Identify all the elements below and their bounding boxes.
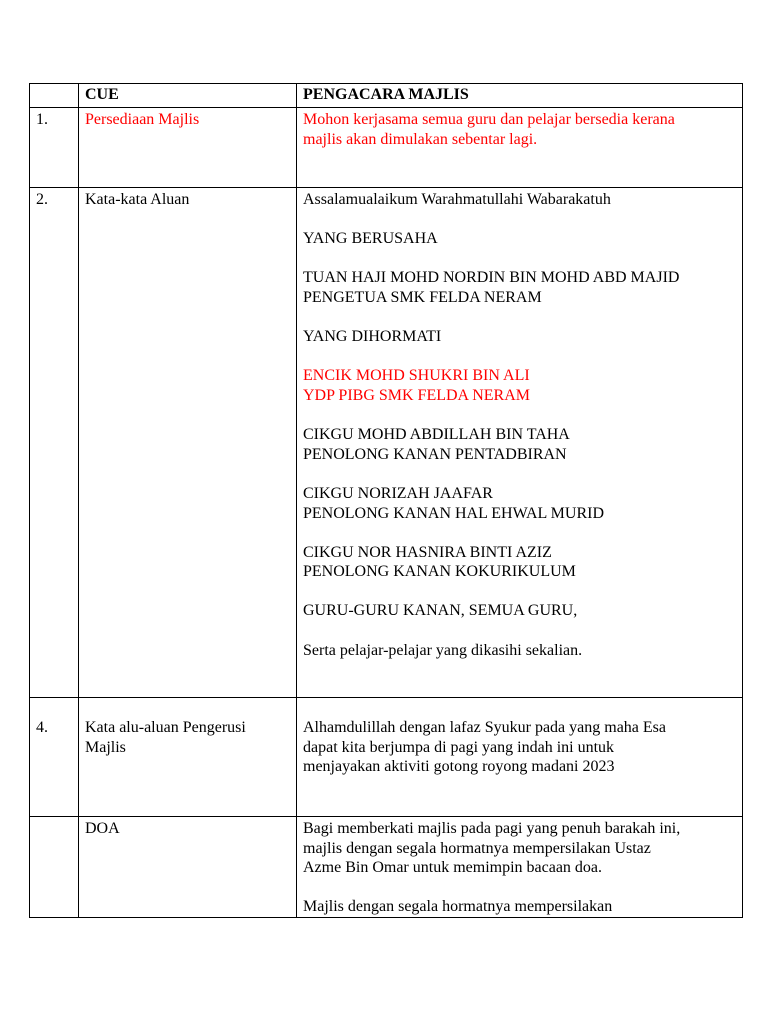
- table-header-row: [30, 84, 743, 108]
- guest-paragraph: [303, 484, 736, 523]
- mc-line: PENOLONG KANAN HAL EHWAL MURID: [303, 504, 605, 522]
- cue-cell: Kata alu-aluan Pengerusi Majlis: [79, 698, 297, 817]
- doa-paragraph: [303, 819, 736, 878]
- mc-line: dapat kita berjumpa di pagi yang indah ini untuk: [303, 738, 615, 756]
- table-row: [30, 108, 743, 188]
- mc-text-cell: [297, 817, 743, 918]
- teachers-paragraph: [303, 601, 736, 621]
- row-number: 1.: [30, 108, 79, 188]
- mc-text-cell: [297, 698, 743, 817]
- mc-text-cell: [297, 108, 743, 188]
- mc-line: PENGETUA SMK FELDA NERAM: [303, 288, 542, 306]
- mc-line: Bagi memberkati majlis pada pagi yang penuh barakah ini,: [303, 820, 681, 837]
- row-number: [30, 817, 79, 918]
- guest-paragraph: [303, 543, 736, 582]
- table-row: [30, 817, 743, 918]
- header-pengacara-majlis: PENGACARA MAJLIS: [297, 84, 743, 108]
- mc-line: Mohon kerjasama semua guru dan pelajar bersedia kerana: [303, 111, 675, 128]
- mc-line: YANG BERUSAHA: [303, 230, 438, 248]
- mc-line: PENOLONG KANAN KOKURIKULUM: [303, 563, 576, 581]
- mc-line: Majlis dengan segala hormatnya mempersilakan: [303, 898, 613, 916]
- header-no: [30, 84, 79, 108]
- mc-line: ENCIK MOHD SHUKRI BIN ALI: [303, 367, 530, 385]
- greeting-paragraph: [303, 190, 736, 210]
- mc-line: majlis dengan segala hormatnya mempersilakan Ustaz: [303, 839, 651, 857]
- guest-paragraph: [303, 268, 736, 307]
- table-row: [30, 188, 743, 698]
- row-number: 2.: [30, 188, 79, 698]
- guest-paragraph-highlighted: [303, 366, 736, 405]
- mc-line: Alhamdulillah dengan lafaz Syukur pada yang maha Esa: [303, 719, 666, 736]
- mc-line: menjayakan aktiviti gotong royong madani 2023: [303, 758, 615, 776]
- honorific-paragraph: [303, 229, 736, 249]
- row-number: 4.: [30, 698, 79, 817]
- mc-text-cell: [297, 188, 743, 698]
- honorific-paragraph: [303, 327, 736, 347]
- cue-cell: Persediaan Majlis: [79, 108, 297, 188]
- cue-cell: DOA: [79, 817, 297, 918]
- table-row: [30, 698, 743, 817]
- mc-line: GURU-GURU KANAN, SEMUA GURU,: [303, 602, 578, 620]
- mc-line: CIKGU MOHD ABDILLAH BIN TAHA: [303, 426, 570, 444]
- mc-line: YANG DIHORMATI: [303, 328, 442, 346]
- mc-line: PENOLONG KANAN PENTADBIRAN: [303, 445, 567, 463]
- guest-paragraph: [303, 425, 736, 464]
- header-cue: CUE: [79, 84, 297, 108]
- mc-line: majlis akan dimulakan sebentar lagi.: [303, 130, 538, 148]
- students-paragraph: [303, 641, 736, 661]
- mc-line: Serta pelajar-pelajar yang dikasihi sekalian.: [303, 641, 583, 659]
- mc-line: Assalamualaikum Warahmatullahi Wabarakatuh: [303, 191, 611, 208]
- doa-paragraph: [303, 897, 736, 917]
- mc-line: TUAN HAJI MOHD NORDIN BIN MOHD ABD MAJID: [303, 269, 680, 287]
- mc-line: CIKGU NOR HASNIRA BINTI AZIZ: [303, 543, 552, 561]
- mc-script-table: [29, 83, 743, 918]
- mc-line: CIKGU NORIZAH JAAFAR: [303, 484, 493, 502]
- mc-line: YDP PIBG SMK FELDA NERAM: [303, 386, 530, 404]
- mc-line: Azme Bin Omar untuk memimpin bacaan doa.: [303, 859, 603, 877]
- cue-cell: Kata-kata Aluan: [79, 188, 297, 698]
